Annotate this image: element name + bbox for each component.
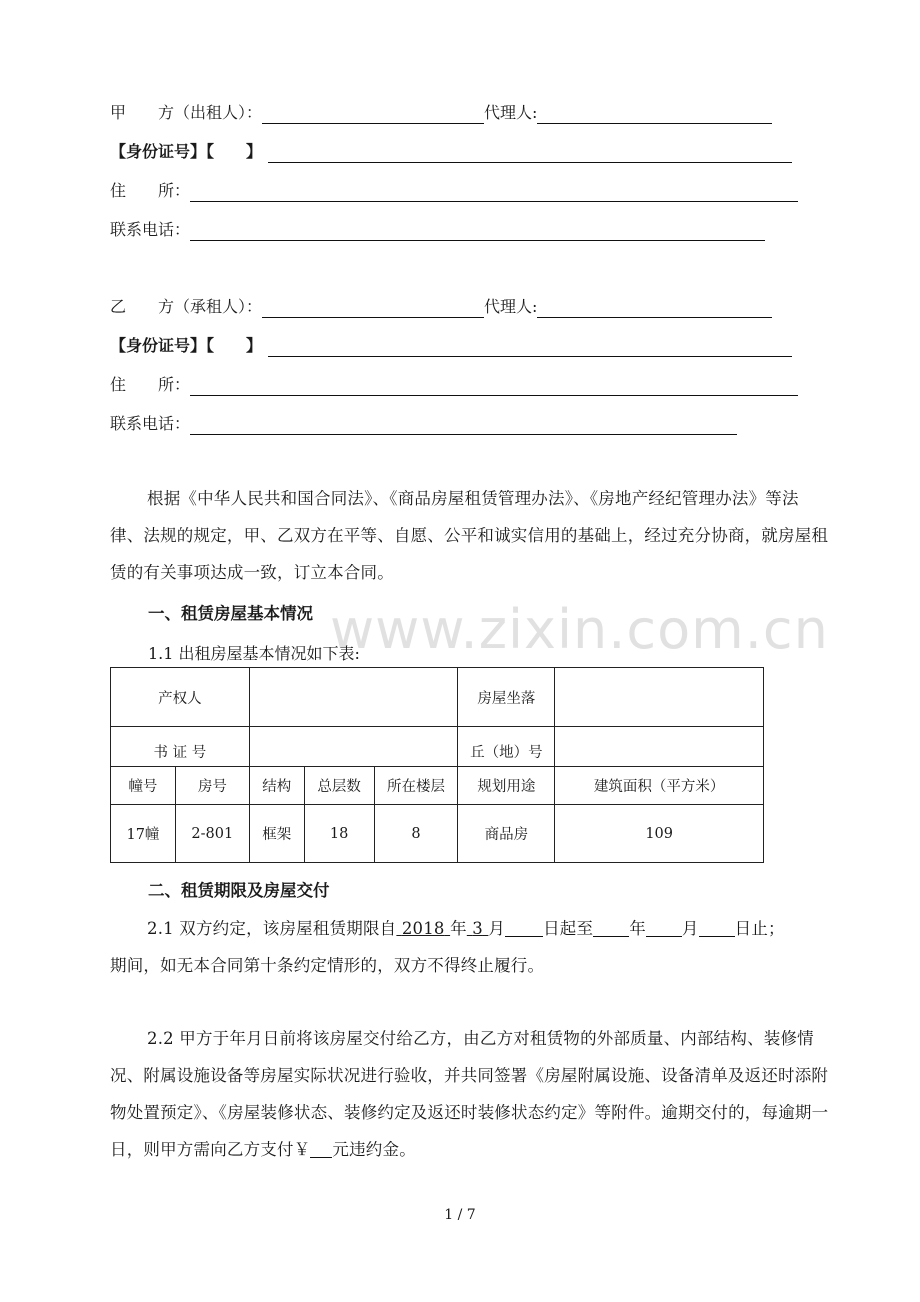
- lease-end-month-blank: [646, 919, 682, 937]
- lot-label-cell: 丘（地）号: [458, 727, 555, 767]
- clause-2-1-text: 2.1 双方约定，该房屋租赁期限自: [147, 919, 397, 938]
- data-cell: 商品房: [458, 805, 555, 863]
- party-b-agent-label: 代理人:: [484, 297, 538, 316]
- year-label: 年: [450, 919, 467, 938]
- table-row: [111, 805, 764, 863]
- property-info-table: [110, 667, 764, 863]
- party-b-phone-line: [110, 413, 737, 435]
- party-b-agent-blank: [537, 299, 772, 318]
- section-2-heading: 二、租赁期限及房屋交付: [148, 881, 330, 900]
- party-a-agent-label: 代理人:: [484, 103, 538, 122]
- data-cell: 17幢: [111, 805, 176, 863]
- party-b-line: [110, 296, 772, 318]
- party-a-id-line: [110, 141, 792, 163]
- party-b-id-label: 【身份证号】【 】: [110, 336, 263, 355]
- owner-label-cell: 产权人: [111, 668, 250, 727]
- cert-value-cell: [249, 727, 458, 767]
- lease-start-month: 3: [472, 919, 483, 938]
- party-a-agent-blank: [537, 105, 772, 124]
- end-month-label: 月: [681, 919, 699, 938]
- header-cell: 总层数: [304, 767, 374, 805]
- party-a-line: [110, 102, 772, 124]
- lease-start-year: 2018: [401, 919, 445, 938]
- party-b-id-line: [110, 335, 792, 357]
- clause-2-2: [110, 1020, 830, 1168]
- end-year-label: 年: [629, 919, 646, 938]
- table-row: [111, 727, 764, 767]
- clause-2-2-text: 2.2 甲方于年月日前将该房屋交付给乙方，由乙方对租赁物的外部质量、内部结构、装修情况、附属设施设备等房屋实际状况进行验收，并共同签署《房屋附属设施、设备清单及返还时添附物处置预定》、《房屋装修状态、装修约定及返还时装修状态约定》等附件。逾期交付的，每逾期一日，则甲方需向乙方支付￥: [110, 1029, 829, 1159]
- clause-2-1: [110, 910, 830, 984]
- lease-end-day-blank: [699, 919, 735, 937]
- party-a-name-blank: [262, 105, 484, 124]
- lease-end-year-blank: [593, 919, 629, 937]
- party-a-address-line: [110, 180, 798, 202]
- party-a-address-blank: [190, 183, 798, 202]
- data-cell: 109: [555, 805, 764, 863]
- clause-2-1-line2: 期间，如无本合同第十条约定情形的，双方不得终止履行。: [110, 956, 545, 975]
- month-label: 月: [488, 919, 506, 938]
- header-cell: 幢号: [111, 767, 176, 805]
- page-number: 1 / 7: [444, 1207, 476, 1223]
- party-b-id-blank: [268, 338, 792, 357]
- cert-label-cell: 书 证 号: [111, 727, 250, 767]
- end-day-label: 日止；: [734, 919, 785, 938]
- data-cell: 8: [374, 805, 458, 863]
- party-a-phone-label: 联系电话：: [110, 220, 191, 239]
- party-b-phone-label: 联系电话：: [110, 414, 191, 433]
- lease-start-day-blank: [505, 919, 543, 937]
- location-value-cell: [555, 668, 764, 727]
- party-b-phone-blank: [190, 416, 737, 435]
- clause-2-2-end: 元违约金。: [332, 1140, 416, 1159]
- party-b-address-line: [110, 374, 798, 396]
- party-a-label: 甲 方（出租人）：: [110, 103, 263, 122]
- header-cell: 所在楼层: [374, 767, 458, 805]
- party-b-address-label: 住 所：: [110, 375, 191, 394]
- data-cell: 2-801: [175, 805, 249, 863]
- party-a-id-blank: [268, 144, 792, 163]
- table-row: [111, 668, 764, 727]
- header-cell: 规划用途: [458, 767, 555, 805]
- party-a-id-label: 【身份证号】【 】: [110, 142, 263, 161]
- location-label-cell: 房屋坐落: [458, 668, 555, 727]
- lot-value-cell: [555, 727, 764, 767]
- party-b-name-blank: [262, 299, 484, 318]
- start-day-label: 日起至: [543, 919, 594, 938]
- preamble-paragraph: 根据《中华人民共和国合同法》、《商品房屋租赁管理办法》、《房地产经纪管理办法》等法律、法规的规定，甲、乙双方在平等、自愿、公平和诚实信用的基础上，经过充分协商，就房屋租赁的有关事项达成一致，订立本合同。: [110, 489, 829, 582]
- party-a-address-label: 住 所：: [110, 181, 191, 200]
- party-b-address-blank: [190, 377, 798, 396]
- party-a-phone-blank: [190, 222, 765, 241]
- party-b-label: 乙 方（承租人）：: [110, 297, 263, 316]
- section-1-intro: 1.1 出租房屋基本情况如下表:: [148, 644, 360, 663]
- data-cell: 18: [304, 805, 374, 863]
- data-cell: 框架: [249, 805, 304, 863]
- owner-value-cell: [249, 668, 458, 727]
- table-header-row: [111, 767, 764, 805]
- clause-2-1-line: [110, 910, 830, 947]
- party-a-phone-line: [110, 219, 765, 241]
- penalty-amount-blank: [310, 1140, 332, 1158]
- header-cell: 建筑面积（平方米）: [555, 767, 764, 805]
- header-cell: 房号: [175, 767, 249, 805]
- section-1-heading: 一、租赁房屋基本情况: [148, 604, 313, 623]
- header-cell: 结构: [249, 767, 304, 805]
- watermark: www.zixin.com.cn: [330, 598, 829, 661]
